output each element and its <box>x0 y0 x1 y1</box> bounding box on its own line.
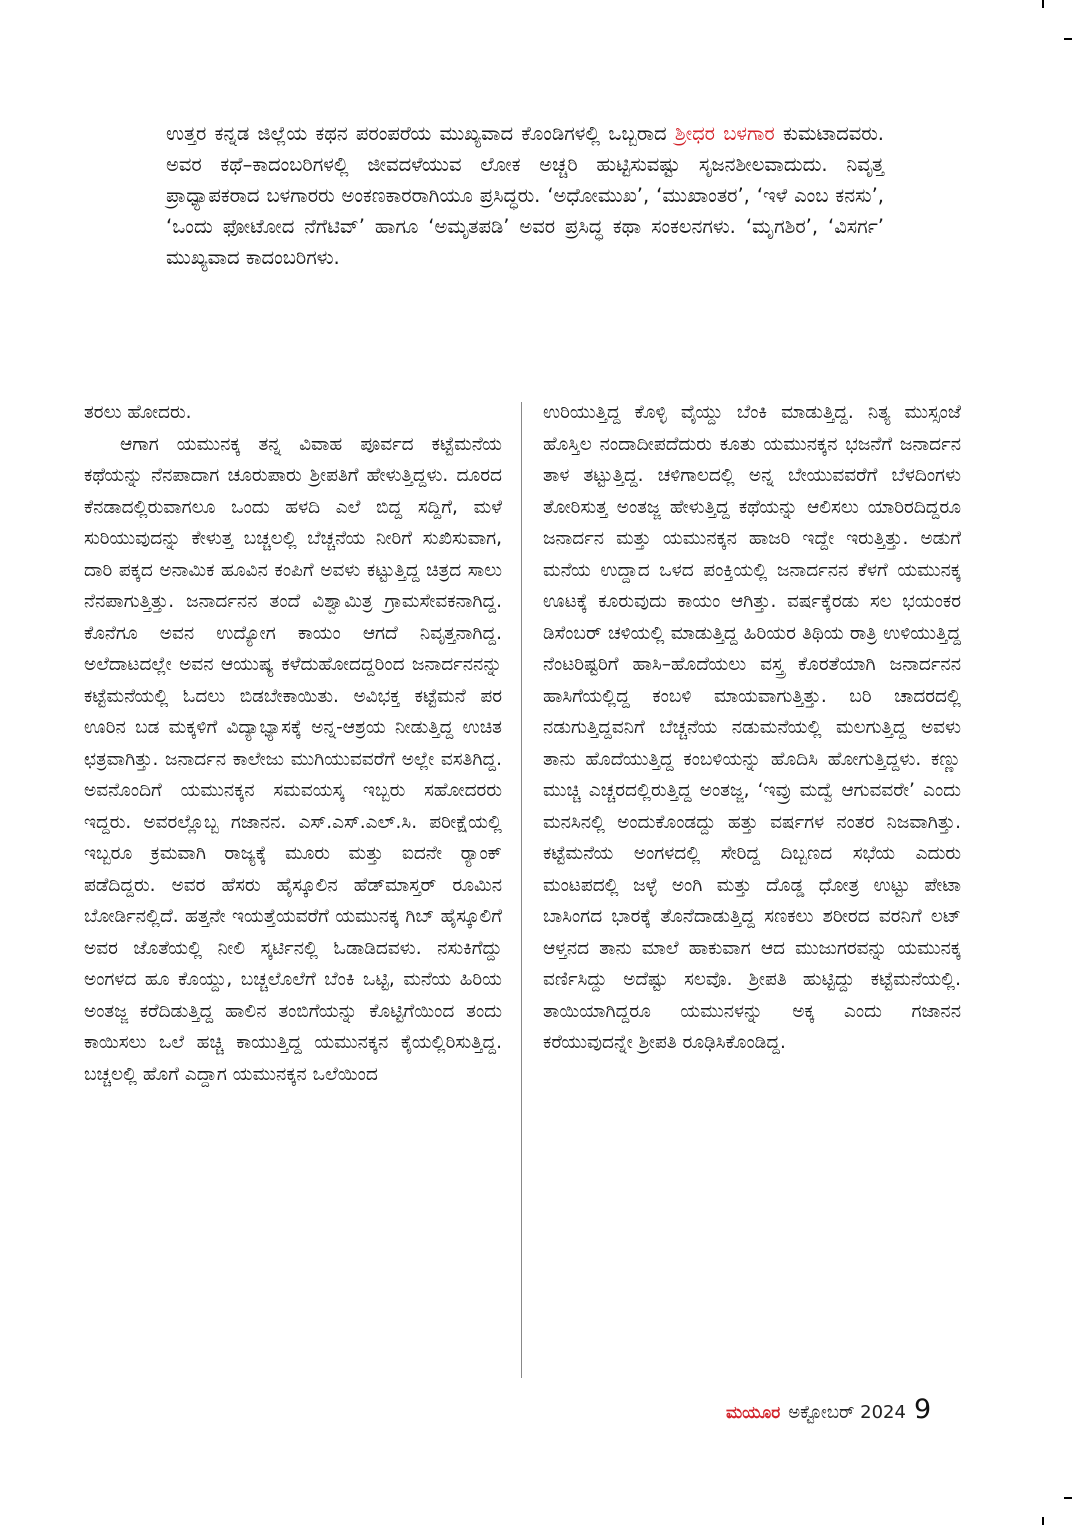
issue-date: ಅಕ್ಟೋಬರ್ 2024 <box>788 1402 906 1423</box>
crop-mark-top-right <box>1042 0 1044 8</box>
magazine-logo: ಮಯೂರ <box>726 1403 781 1423</box>
story-column-right <box>543 397 961 1059</box>
intro-text-after-name: ಕುಮಟಾದವರು. ಅವರ ಕಥೆ–ಕಾದಂಬರಿಗಳಲ್ಲಿ ಜೀವದಳೆಯುವ ಲೋಕ ಅಚ್ಚರಿ ಹುಟ್ಟಿಸುವಷ್ಟು ಸೃಜನಶೀಲವಾದುದು. ನಿವೃತ್ತ ಪ್ರಾಧ್ಯಾಪಕರಾದ ಬಳಗಾರರು ಅಂಕಣಕಾರರಾಗಿಯೂ ಪ್ರಸಿದ್ಧರು. ‘ಅಧೋಮುಖ’, ‘ಮುಖಾಂತರ’, ‘ಇಳೆ ಎಂಬ ಕನಸು’, ‘ಒಂದು ಫೋಟೋದ ನೆಗೆಟಿವ್’ ಹಾಗೂ ‘ಅಮೃತಪಡಿ’ ಅವರ ಪ್ರಸಿದ್ಧ ಕಥಾ ಸಂಕಲನಗಳು. ‘ಮೃಗಶಿರ’, ‘ವಿಸರ್ಗ’ ಮುಖ್ಯವಾದ ಕಾದಂಬರಿಗಳು. <box>166 122 884 269</box>
paragraph: ಉರಿಯುತ್ತಿದ್ದ ಕೊಳ್ಳಿ ವೈಯ್ದು ಬೆಂಕಿ ಮಾಡುತ್ತಿದ್ದ. ನಿತ್ಯ ಮುಸ್ಸಂಜೆ ಹೊಸ್ತಿಲ ನಂದಾದೀಪದೆದುರು ಕೂತು ಯಮುನಕ್ಕನ ಭಜನೆಗೆ ಜನಾರ್ದನ ತಾಳ ತಟ್ಟುತ್ತಿದ್ದ. ಚಳಿಗಾಲದಲ್ಲಿ ಅನ್ನ ಬೇಯುವವರೆಗೆ ಬೆಳದಿಂಗಳು ತೋರಿಸುತ್ತ ಅಂತಜ್ಜ ಹೇಳುತ್ತಿದ್ದ ಕಥೆಯನ್ನು ಆಲಿಸಲು ಯಾರಿರದಿದ್ದರೂ ಜನಾರ್ದನ ಮತ್ತು ಯಮುನಕ್ಕನ ಹಾಜರಿ ಇದ್ದೇ ಇರುತ್ತಿತ್ತು. ಅಡುಗೆ ಮನೆಯ ಉದ್ದಾದ ಒಳದ ಪಂಕ್ತಿಯಲ್ಲಿ ಜನಾರ್ದನನ ಕೆಳಗೆ ಯಮುನಕ್ಕ ಊಟಕ್ಕೆ ಕೂರುವುದು ಕಾಯಂ ಆಗಿತ್ತು. ವರ್ಷಕ್ಕೆರಡು ಸಲ ಭಯಂಕರ ಡಿಸೆಂಬರ್ ಚಳಿಯಲ್ಲಿ ಮಾಡುತ್ತಿದ್ದ ಹಿರಿಯರ ತಿಥಿಯ ರಾತ್ರಿ ಉಳಿಯುತ್ತಿದ್ದ ನೆಂಟರಿಷ್ಟರಿಗೆ ಹಾಸಿ–ಹೊದೆಯಲು ವಸ್ತ್ರ ಕೊರತೆಯಾಗಿ ಜನಾರ್ದನನ ಹಾಸಿಗೆಯಲ್ಲಿದ್ದ ಕಂಬಳಿ ಮಾಯವಾಗುತ್ತಿತ್ತು. ಬರಿ ಚಾದರದಲ್ಲಿ ನಡುಗುತ್ತಿದ್ದವನಿಗೆ ಬೆಚ್ಚನೆಯ ನಡುಮನೆಯಲ್ಲಿ ಮಲಗುತ್ತಿದ್ದ ಅವಳು ತಾನು ಹೊದೆಯುತ್ತಿದ್ದ ಕಂಬಳಿಯನ್ನು ಹೊದಿಸಿ ಹೋಗುತ್ತಿದ್ದಳು. ಕಣ್ಣು ಮುಚ್ಚಿ ಎಚ್ಚರದಲ್ಲಿರುತ್ತಿದ್ದ ಅಂತಜ್ಜ, ‘ಇವ್ರು ಮದ್ವೆ ಆಗುವವರೇ’ ಎಂದು ಮನಸಿನಲ್ಲಿ ಅಂದುಕೊಂಡದ್ದು ಹತ್ತು ವರ್ಷಗಳ ನಂತರ ನಿಜವಾಗಿತ್ತು. ಕಟ್ಟೆಮನೆಯ ಅಂಗಳದಲ್ಲಿ ಸೇರಿದ್ದ ದಿಬ್ಬಣದ ಸಭೆಯ ಎದುರು ಮಂಟಪದಲ್ಲಿ ಜಳ್ಳೆ ಅಂಗಿ ಮತ್ತು ದೊಡ್ಡ ಧೋತ್ರ ಉಟ್ಟು ಪೇಟಾ ಬಾಸಿಂಗದ ಭಾರಕ್ಕೆ ತೊನೆದಾಡುತ್ತಿದ್ದ ಸಣಕಲು ಶರೀರದ ವರನಿಗೆ ಲಟ್ ಆಳ್ತನದ ತಾನು ಮಾಲೆ ಹಾಕುವಾಗ ಆದ ಮುಜುಗರವನ್ನು ಯಮುನಕ್ಕ ವರ್ಣಿಸಿದ್ದು ಅದೆಷ್ಟು ಸಲವೊ. ಶ್ರೀಪತಿ ಹುಟ್ಟಿದ್ದು ಕಟ್ಟೆಮನೆಯಲ್ಲಿ. ತಾಯಿಯಾಗಿದ್ದರೂ ಯಮುನಳನ್ನು ಅಕ್ಕ ಎಂದು ಗಜಾನನ ಕರೆಯುವುದನ್ನೇ ಶ್ರೀಪತಿ ರೂಢಿಸಿಕೊಂಡಿದ್ದ. <box>543 402 961 1053</box>
author-name: ಶ್ರೀಧರ ಬಳಗಾರ <box>674 122 775 145</box>
crop-mark-right-upper <box>1064 38 1072 40</box>
crop-mark-right-lower <box>1064 1497 1072 1499</box>
paragraph: ಆಗಾಗ ಯಮುನಕ್ಕ ತನ್ನ ವಿವಾಹ ಪೂರ್ವದ ಕಟ್ಟೆಮನೆಯ ಕಥೆಯನ್ನು ನೆನಪಾದಾಗ ಚೂರುಪಾರು ಶ್ರೀಪತಿಗೆ ಹೇಳುತ್ತಿದ್ದಳು. ದೂರದ ಕೆನಡಾದಲ್ಲಿರುವಾಗಲೂ ಒಂದು ಹಳದಿ ಎಲೆ ಬಿದ್ದ ಸದ್ದಿಗೆ, ಮಳೆ ಸುರಿಯುವುದನ್ನು ಕೇಳುತ್ತ ಬಚ್ಚಲಲ್ಲಿ ಬೆಚ್ಚನೆಯ ನೀರಿಗೆ ಸುಖಿಸುವಾಗ, ದಾರಿ ಪಕ್ಕದ ಅನಾಮಿಕ ಹೂವಿನ ಕಂಪಿಗೆ ಅವಳು ಕಟ್ಟುತ್ತಿದ್ದ ಚಿತ್ರದ ಸಾಲು ನೆನಪಾಗುತ್ತಿತ್ತು. ಜನಾರ್ದನನ ತಂದೆ ವಿಶ್ವಾಮಿತ್ರ ಗ್ರಾಮಸೇವಕನಾಗಿದ್ದ. ಕೊನೆಗೂ ಅವನ ಉದ್ಯೋಗ ಕಾಯಂ ಆಗದೆ ನಿವೃತ್ತನಾಗಿದ್ದ. ಅಲೆದಾಟದಲ್ಲೇ ಅವನ ಆಯುಷ್ಯ ಕಳೆದುಹೋದದ್ದರಿಂದ ಜನಾರ್ದನನನ್ನು ಕಟ್ಟೆಮನೆಯಲ್ಲಿ ಓದಲು ಬಿಡಬೇಕಾಯಿತು. ಅವಿಭಕ್ತ ಕಟ್ಟೆಮನೆ ಪರ ಊರಿನ ಬಡ ಮಕ್ಕಳಿಗೆ ವಿದ್ಯಾಭ್ಯಾಸಕ್ಕೆ ಅನ್ನ-ಆಶ್ರಯ ನೀಡುತ್ತಿದ್ದ ಉಚಿತ ಛತ್ರವಾಗಿತ್ತು. ಜನಾರ್ದನ ಕಾಲೇಜು ಮುಗಿಯುವವರೆಗೆ ಅಲ್ಲೇ ವಸತಿಗಿದ್ದ. ಅವನೊಂದಿಗೆ ಯಮುನಕ್ಕನ ಸಮವಯಸ್ಕ ಇಬ್ಬರು ಸಹೋದರರು ಇದ್ದರು. ಅವರಲ್ಲೊಬ್ಬ ಗಜಾನನ. ಎಸ್.ಎಸ್.ಎಲ್.ಸಿ. ಪರೀಕ್ಷೆಯಲ್ಲಿ ಇಬ್ಬರೂ ಕ್ರಮವಾಗಿ ರಾಜ್ಯಕ್ಕೆ ಮೂರು ಮತ್ತು ಐದನೇ ರ್‍ಯಾಂಕ್ ಪಡೆದಿದ್ದರು. ಅವರ ಹೆಸರು ಹೈಸ್ಕೂಲಿನ ಹೆಡ್‌ಮಾಸ್ತರ್ ರೂಮಿನ ಬೋರ್ಡಿನಲ್ಲಿದೆ. ಹತ್ತನೇ ಇಯತ್ತೆಯವರೆಗೆ ಯಮುನಕ್ಕ ಗಿಬ್ ಹೈಸ್ಕೂಲಿಗೆ ಅವರ ಜೊತೆಯಲ್ಲಿ ನೀಲಿ ಸ್ಕರ್ಟಿನಲ್ಲಿ ಓಡಾಡಿದವಳು. ನಸುಕಿಗೆದ್ದು ಅಂಗಳದ ಹೂ ಕೊಯ್ದು, ಬಚ್ಚಲೊಲೆಗೆ ಬೆಂಕಿ ಒಟ್ಟಿ, ಮನೆಯ ಹಿರಿಯ ಅಂತಜ್ಜ ಕರೆದಿಡುತ್ತಿದ್ದ ಹಾಲಿನ ತಂಬಿಗೆಯನ್ನು ಕೊಟ್ಟಿಗೆಯಿಂದ ತಂದು ಕಾಯಿಸಲು ಒಲೆ ಹಚ್ಚಿ ಕಾಯುತ್ತಿದ್ದ ಯಮುನಕ್ಕನ ಕೈಯಲ್ಲಿರಿಸುತ್ತಿದ್ದ. ಬಚ್ಚಲಲ್ಲಿ ಹೊಗೆ ಎದ್ದಾಗ ಯಮುನಕ್ಕನ ಒಲೆಯಿಂದ <box>84 433 502 1085</box>
intro-text-before-name: ಉತ್ತರ ಕನ್ನಡ ಜಿಲ್ಲೆಯ ಕಥನ ಪರಂಪರೆಯ ಮುಖ್ಯವಾದ ಕೊಂಡಿಗಳಲ್ಲಿ ಒಬ್ಬರಾದ <box>166 122 675 145</box>
page-footer <box>726 1394 931 1430</box>
crop-mark-bottom-right <box>1042 1517 1044 1525</box>
author-intro-box <box>166 118 884 273</box>
page-number: 9 <box>913 1394 932 1425</box>
paragraph: ತರಲು ಹೋದರು. <box>84 402 192 423</box>
column-divider <box>521 402 522 1378</box>
story-column-left <box>84 397 502 1090</box>
